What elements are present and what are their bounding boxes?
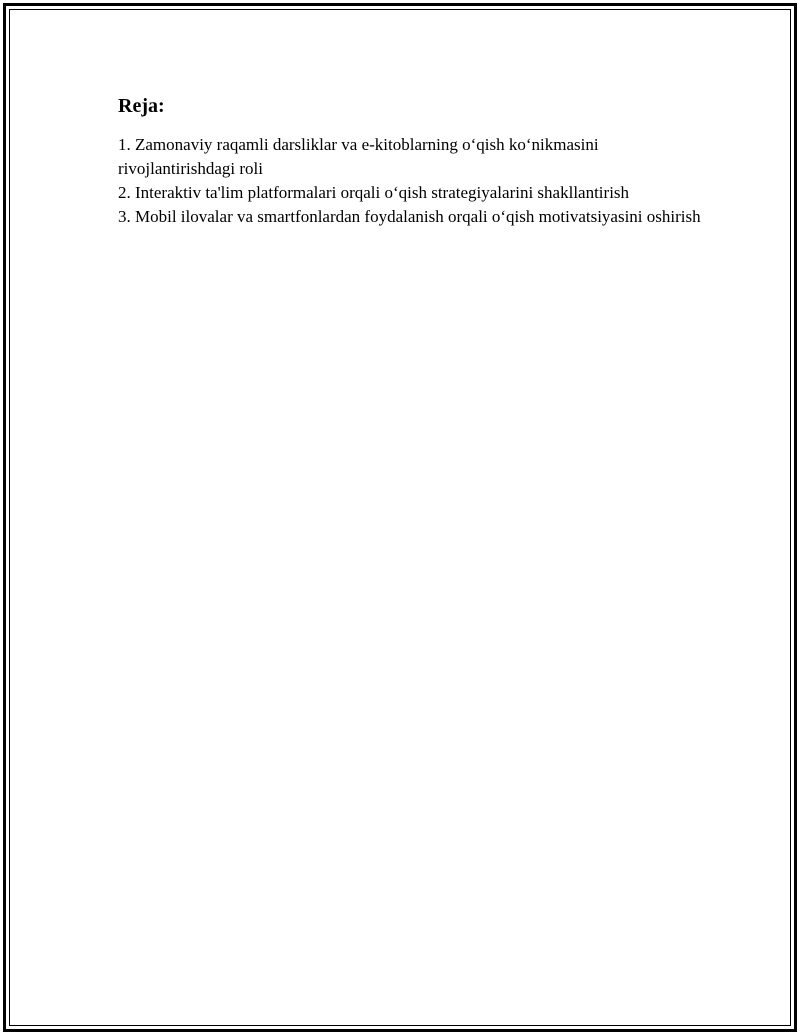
page-content [118,93,718,229]
plan-item-2: 2. Interaktiv ta'lim platformalari orqali o‘qish strategiyalarini shakllantirish [118,183,630,202]
plan-heading: Reja: [118,95,165,117]
plan-item-1: 1. Zamonaviy raqamli darsliklar va e-kitoblarning o‘qish ko‘nikmasini rivojlantirishdagi roli [118,135,599,178]
plan-list [118,133,718,229]
plan-item-3: 3. Mobil ilovalar va smartfonlardan foydalanish orqali o‘qish motivatsiyasini oshirish [118,207,701,226]
